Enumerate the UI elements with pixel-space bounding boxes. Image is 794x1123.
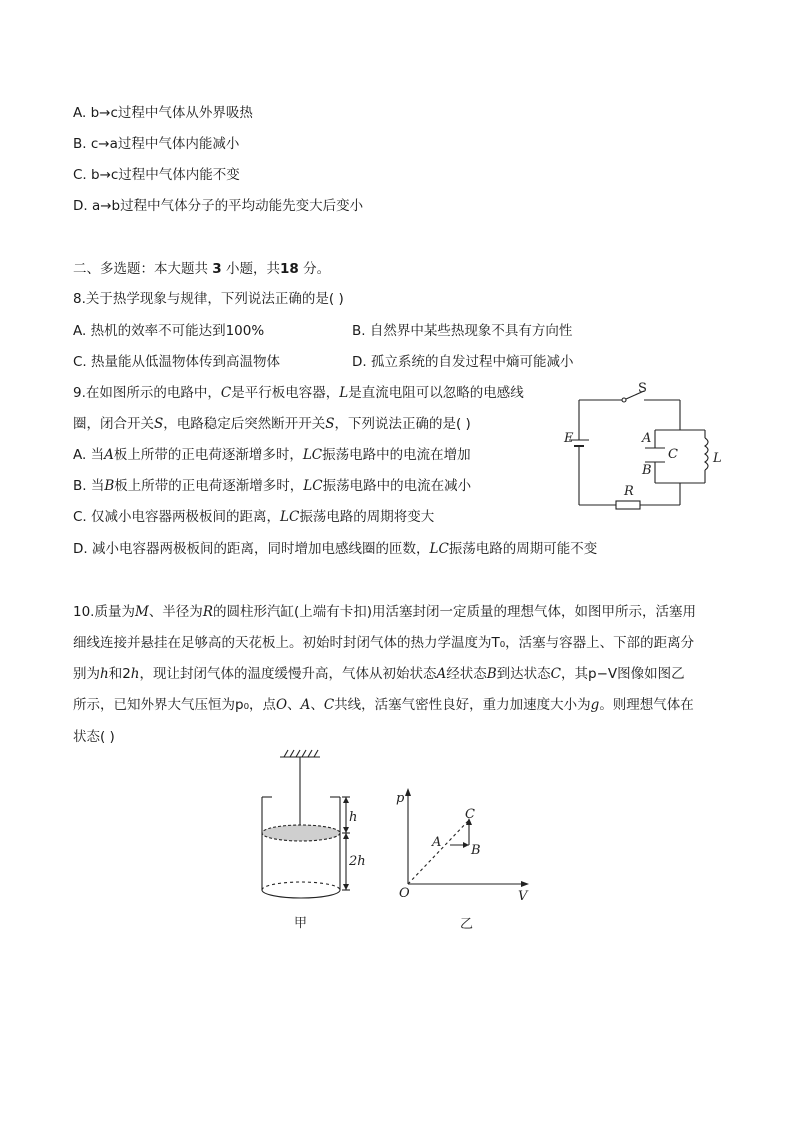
- q10-text: 到达状态: [496, 666, 551, 682]
- q9-var-lc: LC: [429, 541, 449, 557]
- q10-var-g: g: [590, 697, 600, 713]
- q9-var-c: C: [220, 385, 232, 401]
- q9-var-s: S: [325, 416, 335, 432]
- q9-text: ，电路稳定后突然断开开关: [163, 416, 326, 432]
- q9-option-b: [73, 477, 471, 495]
- q9-text: 振荡电路中的电流在减小: [322, 478, 472, 494]
- q9-text: 圈，闭合开关: [73, 416, 154, 432]
- q9-option-c: [73, 508, 434, 526]
- q9-text: 9.在如图所示的电路中，: [73, 385, 221, 401]
- q10-text: 。则理想气体在: [599, 697, 694, 713]
- yi-label-c: C: [465, 807, 475, 822]
- q10-text: 共线，活塞气密性良好，重力加速度大小为: [334, 697, 591, 713]
- q10-line2: 细线连接并悬挂在足够高的天花板上。初始时封闭气体的热力学温度为T₀，活塞与容器上、下部的距离分: [73, 635, 695, 651]
- section-2-header: [73, 260, 330, 278]
- q10-var-a: A: [300, 697, 311, 713]
- q10-var-a: A: [436, 666, 447, 682]
- yi-label-p: p: [396, 791, 405, 806]
- q8-option-d: D. 孤立系统的自发过程中熵可能减小: [352, 354, 574, 370]
- section-2-score: 18: [280, 261, 299, 277]
- q9-text: 是平行板电容器，: [231, 385, 340, 401]
- q10-text: 10.质量为: [73, 604, 135, 620]
- q10-var-c: C: [550, 666, 562, 682]
- jia-label-2h: 2h: [349, 854, 366, 869]
- q9-text: C. 仅减小电容器两极板间的距离，: [73, 509, 281, 525]
- q9-text: B. 当: [73, 478, 105, 494]
- q8-option-a: A. 热机的效率不可能达到100%: [73, 323, 265, 339]
- q9-text: D. 减小电容器两极板间的距离，同时增加电感线圈的匝数，: [73, 541, 430, 557]
- circuit-label-a: A: [642, 431, 652, 446]
- q8-stem: 8.关于热学现象与规律，下列说法正确的是( ): [73, 291, 344, 307]
- q10-figure-jia: [250, 745, 370, 935]
- q10-text: ，现让封闭气体的温度缓慢升高，气体从初始状态: [139, 666, 437, 682]
- q10-text: 所示，已知外界大气压恒为p₀，点: [73, 697, 276, 713]
- q9-var-s: S: [154, 416, 164, 432]
- circuit-label-b: B: [642, 463, 652, 478]
- yi-label-b: B: [471, 843, 481, 858]
- q9-text: 板上所带的正电荷逐渐增多时，: [114, 478, 304, 494]
- q9-var-l: L: [339, 385, 349, 401]
- circuit-label-c: C: [668, 447, 678, 462]
- q10-text: 别为: [73, 666, 100, 682]
- circuit-label-e: E: [564, 431, 574, 446]
- q8-option-c: C. 热量能从低温物体传到高温物体: [73, 354, 281, 370]
- q9-circuit-diagram: [560, 380, 730, 515]
- q10-text: 的圆柱形汽缸(上端有卡扣)用活塞封闭一定质量的理想气体，如图甲所示，活塞用: [212, 604, 697, 620]
- q10-line3: [73, 665, 685, 683]
- q9-text: 振荡电路的周期将变大: [299, 509, 435, 525]
- jia-caption: 甲: [294, 916, 308, 931]
- q9-var-lc: LC: [302, 447, 323, 463]
- q10-figure-yi: [390, 780, 540, 935]
- section-2-mid: 小题，共: [221, 261, 280, 277]
- q8-option-b: B. 自然界中某些热现象不具有方向性: [352, 323, 573, 339]
- q10-var-h: h: [100, 666, 109, 682]
- q9-var-lc: LC: [303, 478, 323, 494]
- q10-text: 、: [287, 697, 301, 713]
- section-2-count: 3: [212, 261, 222, 277]
- q9-var-lc: LC: [280, 509, 300, 525]
- jia-label-h: h: [349, 810, 358, 825]
- q9-text: 是直流电阻可以忽略的电感线: [348, 385, 524, 401]
- q10-text: 和2: [108, 666, 131, 682]
- section-2-suffix: 分。: [298, 261, 331, 277]
- yi-label-v: V: [518, 889, 528, 904]
- q9-stem-line1: [73, 384, 524, 402]
- yi-label-a: A: [432, 835, 442, 850]
- q9-option-d: [73, 540, 597, 558]
- q10-var-b: B: [486, 666, 497, 682]
- q9-var-a: A: [104, 447, 114, 463]
- q10-var-h: h: [130, 666, 140, 682]
- q9-option-a: [73, 446, 471, 464]
- q9-text: A. 当: [73, 447, 105, 463]
- q10-line4: [73, 696, 694, 714]
- yi-caption: 乙: [460, 917, 474, 932]
- q10-line1: [73, 603, 696, 621]
- q9-var-b: B: [104, 478, 115, 494]
- circuit-label-l: L: [713, 451, 722, 466]
- q9-text: 振荡电路的周期可能不变: [448, 541, 598, 557]
- q10-text: 、: [310, 697, 324, 713]
- circuit-label-s: S: [638, 381, 647, 396]
- q9-text: 振荡电路中的电流在增加: [322, 447, 471, 463]
- q10-var-o: O: [275, 697, 288, 713]
- q7-option-b: B. c→a过程中气体内能减小: [73, 136, 240, 152]
- q9-text: 板上所带的正电荷逐渐增多时，: [113, 447, 303, 463]
- q10-var-r: R: [202, 604, 213, 620]
- q7-option-d: D. a→b过程中气体分子的平均动能先变大后变小: [73, 198, 364, 214]
- q9-stem-line2: [73, 415, 471, 433]
- circuit-label-r: R: [624, 484, 634, 499]
- yi-label-o: O: [399, 886, 410, 901]
- q10-line5: 状态( ): [73, 729, 115, 745]
- q9-text: ，下列说法正确的是( ): [334, 416, 471, 432]
- q10-var-c: C: [323, 697, 335, 713]
- section-2-title-prefix: 二、多选题：本大题共: [73, 261, 213, 277]
- q10-var-m: M: [134, 604, 149, 620]
- q10-text: 、半径为: [148, 604, 203, 620]
- q10-text: ，其p−V图像如图乙: [561, 666, 685, 682]
- q10-text: 经状态: [446, 666, 487, 682]
- q7-option-c: C. b→c过程中气体内能不变: [73, 167, 240, 183]
- q7-option-a: A. b→c过程中气体从外界吸热: [73, 105, 253, 121]
